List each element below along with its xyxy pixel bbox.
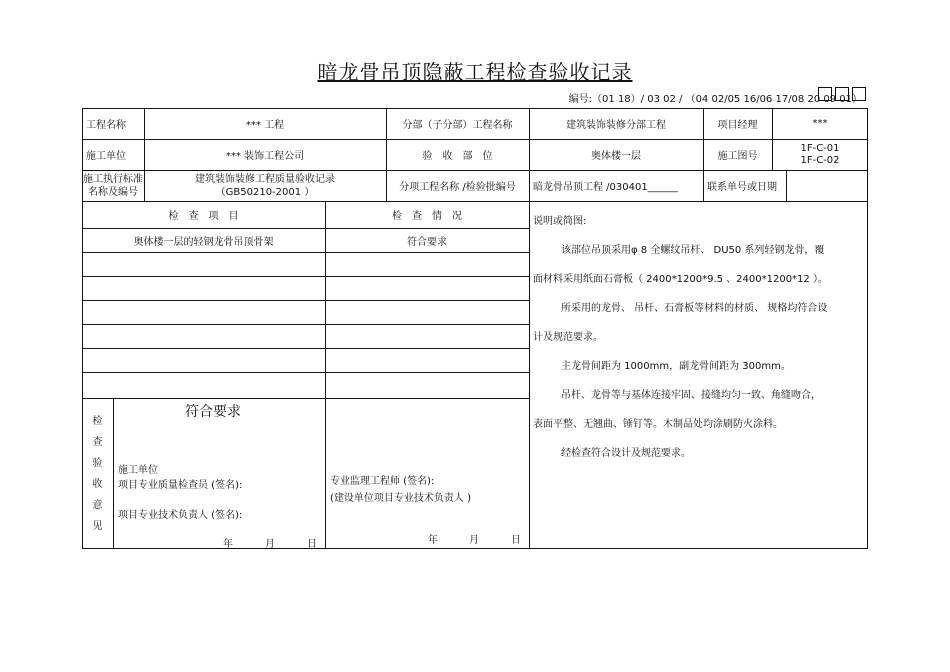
- project-name-label: 工程名称: [86, 120, 126, 131]
- standard-value: 建筑装饰装修工程质量验收记录 （GB50210-2001 ）: [195, 173, 335, 198]
- inspector-sign-label: 项目专业质量检查员 (签名):: [118, 480, 243, 491]
- date-day: 日: [511, 535, 521, 546]
- drawing-value: 1F-C-02: [800, 154, 840, 166]
- date-year: 年: [223, 539, 233, 550]
- number-box[interactable]: [852, 87, 866, 101]
- record-number: 编号:（01 18）/ 03 02 / （04 02/05 16/06 17/08 20 09 01）: [568, 94, 862, 105]
- project-name-value: *** 工程: [245, 120, 285, 131]
- item-label: 分项工程名称 /检验批编号: [399, 182, 516, 193]
- page-title: 暗龙骨吊顶隐蔽工程检查验收记录: [317, 60, 633, 84]
- date-year: 年: [428, 535, 438, 546]
- notes-line: 计及规范要求。: [533, 332, 603, 343]
- location-label: 验 收 部 位: [422, 151, 493, 162]
- notes-line: 吊杆、龙骨等与基体连接牢固、接缝均匀一致、角缝吻合，: [561, 390, 821, 401]
- date-month: 月: [265, 539, 275, 550]
- inspection-item: 奥体楼一层的轻钢龙骨吊顶骨架: [133, 236, 274, 248]
- manager-value: ***: [812, 118, 828, 129]
- location-value: 奥体楼一层: [591, 151, 641, 162]
- notes-line: 主龙骨间距为 1000mm，副龙骨间距为 300mm。: [561, 361, 791, 372]
- inspection-status-header: 检 查 情 况: [392, 211, 462, 222]
- construction-unit-sign-label: 施工单位: [118, 465, 158, 476]
- notes-line: 该部位吊顶采用φ 8 全螺纹吊杆、 DU50 系列轻钢龙骨，覆: [561, 245, 825, 256]
- standard-label: 施工执行标准 名称及编号: [83, 173, 143, 198]
- notes-area: [533, 207, 863, 468]
- construction-unit-value: *** 装饰工程公司: [225, 151, 305, 162]
- notes-heading: 说明或简图:: [533, 216, 587, 227]
- construction-unit-label: 施工单位: [86, 151, 126, 162]
- inspection-status: 符合要求: [407, 236, 447, 248]
- inspection-item-header: 检 查 项 目: [168, 211, 239, 222]
- notes-line: 经检查符合设计及规范要求。: [561, 448, 691, 459]
- number-box[interactable]: [835, 87, 849, 101]
- owner-sign-label: (建设单位项目专业技术负责人 ): [330, 493, 471, 504]
- opinion-vertical-label: 检 查 验 收 意 见: [92, 416, 103, 532]
- number-box[interactable]: [818, 87, 832, 101]
- sub-project-value: 建筑装饰装修分部工程: [566, 120, 666, 131]
- manager-label: 项目经理: [717, 120, 758, 131]
- contact-label: 联系单号或日期: [707, 182, 777, 193]
- notes-line: 面材料采用纸面石膏板（ 2400*1200*9.5 、2400*1200*12 ）。: [533, 274, 828, 285]
- notes-line: 所采用的龙骨、 吊杆、石膏板等材料的材质、 规格均符合设: [561, 303, 828, 314]
- contact-value[interactable]: [786, 170, 868, 201]
- drawing-values: [772, 139, 868, 170]
- date-month: 月: [469, 535, 479, 546]
- supervisor-sign-label: 专业监理工程师 (签名):: [330, 476, 435, 487]
- drawing-label: 施工图号: [717, 151, 758, 162]
- tech-lead-sign-label: 项目专业技术负责人 (签名):: [118, 510, 243, 521]
- opinion-result: 符合要求: [185, 404, 241, 420]
- sub-project-label: 分部（子分部）工程名称: [402, 120, 513, 131]
- number-boxes: [818, 87, 866, 101]
- drawing-value: 1F-C-01: [800, 142, 840, 154]
- item-value: 暗龙骨吊顶工程 /030401______: [533, 182, 678, 193]
- notes-line: 表面平整、无翘曲、锤钉等。木制品处均涂刷防火涂料。: [533, 419, 783, 430]
- date-day: 日: [307, 539, 317, 550]
